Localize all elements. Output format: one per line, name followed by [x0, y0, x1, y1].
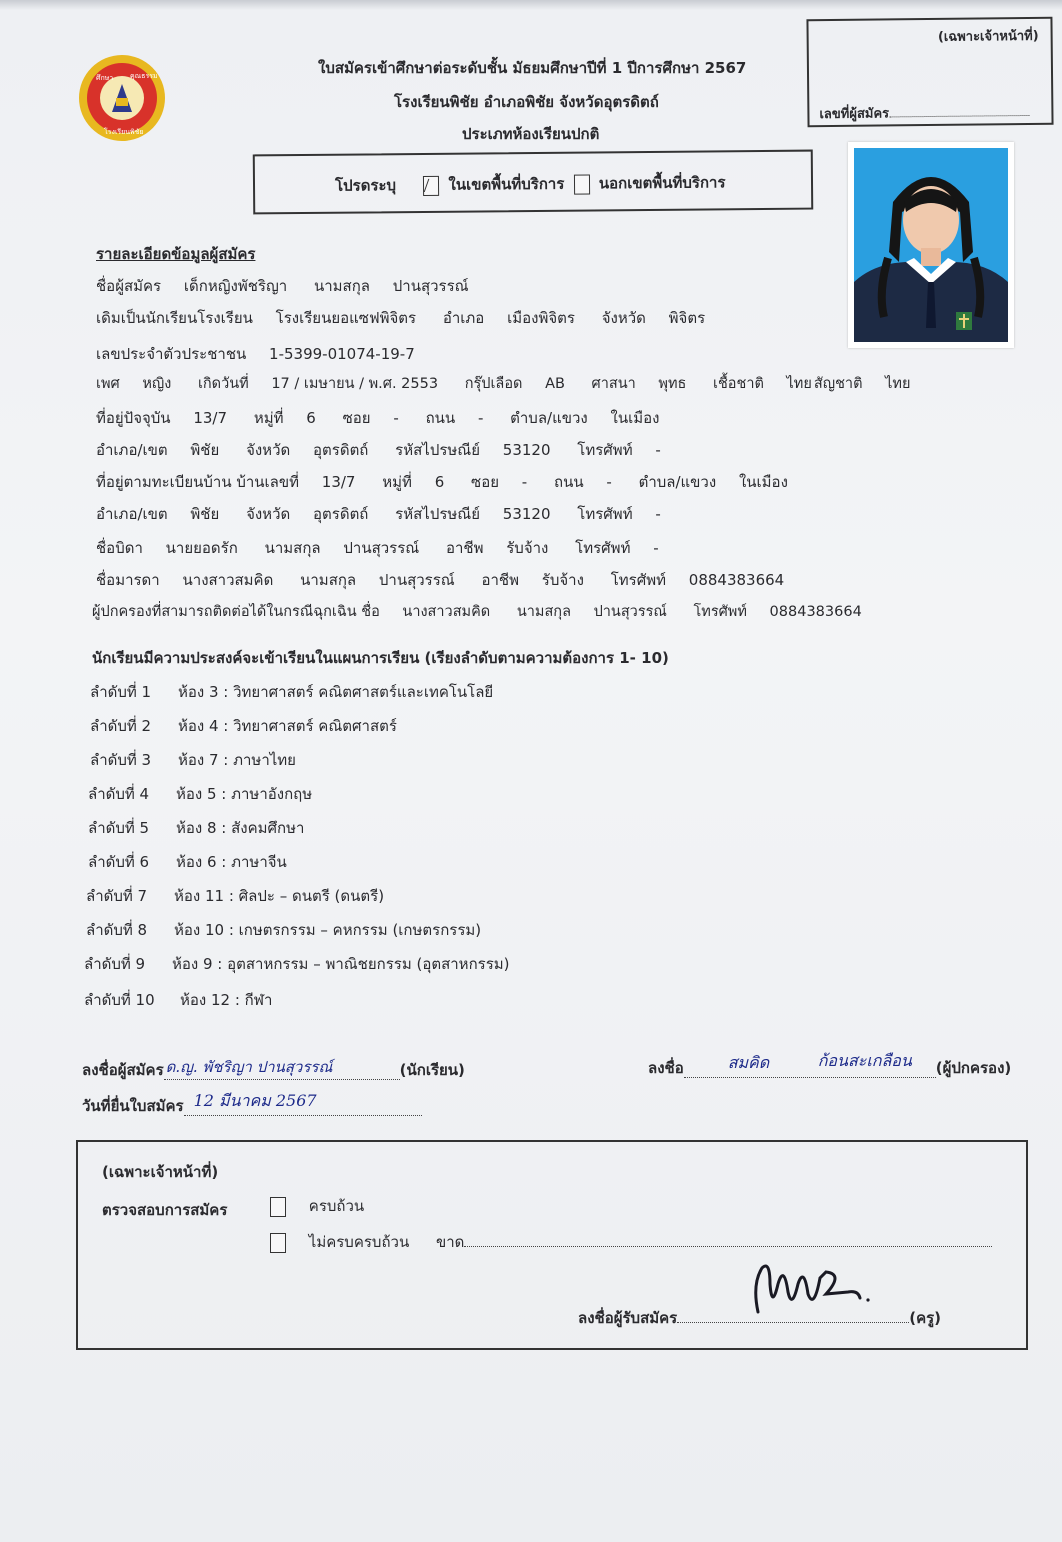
current-subdistrict: ในเมือง [610, 409, 660, 427]
preference-rank: ลำดับที่ 1 [90, 683, 152, 701]
father-job-label: อาชีพ [445, 539, 484, 557]
preference-room: ห้อง 11 : ศิลปะ – ดนตรี (ดนตรี) [174, 887, 385, 905]
former-school: โรงเรียนยอแซฟพิจิตร [275, 309, 417, 327]
in-area-label: ในเขตพื้นที่บริการ [448, 174, 565, 194]
current-road-label: ถนน [425, 409, 456, 427]
missing-label: ขาด [435, 1233, 465, 1251]
preference-rank: ลำดับที่ 10 [84, 991, 155, 1009]
preference-rank: ลำดับที่ 6 [88, 853, 150, 871]
form-title-line3: ประเภทห้องเรียนปกติ [462, 125, 600, 143]
current-phone-label: โทรศัพท์ [577, 441, 633, 459]
father-phone-label: โทรศัพท์ [575, 539, 631, 557]
incomplete-checkbox[interactable] [270, 1233, 286, 1253]
preference-item [90, 680, 511, 704]
current-house: 13/7 [193, 409, 228, 427]
preference-room: ห้อง 6 : ภาษาจีน [176, 853, 287, 871]
mother-job: รับจ้าง [541, 571, 584, 589]
citizen-id-label: เลขประจำตัวประชาชน [96, 345, 247, 363]
former-district-label: อำเภอ [442, 309, 485, 327]
preference-item [90, 714, 415, 738]
guardian-surname: ปานสุวรรณ์ [593, 604, 667, 620]
father-phone: - [653, 539, 659, 557]
registered-address-label: ที่อยู่ตามทะเบียนบ้าน บ้านเลขที่ [96, 473, 299, 491]
religion-label: ศาสนา [591, 376, 636, 392]
guardian-signature-label: ลงชื่อ [648, 1059, 684, 1077]
current-province: อุตรดิตถ์ [313, 441, 369, 459]
nationality: ไทย [885, 376, 911, 392]
registered-address-row2 [96, 502, 679, 526]
out-area-checkbox[interactable] [574, 174, 590, 194]
registered-district: พิชัย [190, 505, 220, 523]
blood-label: กรุ๊ปเลือด [464, 376, 523, 392]
applicant-signature-label: ลงชื่อผู้สมัคร [82, 1061, 164, 1079]
current-province-label: จังหวัด [246, 441, 291, 459]
current-postal-label: รหัสไปรษณีย์ [395, 441, 480, 459]
mother-phone-label: โทรศัพท์ [610, 571, 666, 589]
father-label: ชื่อบิดา [96, 539, 143, 557]
service-area-prompt: โปรดระบุ [334, 176, 397, 195]
missing-field[interactable] [464, 1246, 992, 1247]
form-title-line2: โรงเรียนพิชัย อำเภอพิชัย จังหวัดอุตรดิตถ์ [394, 93, 659, 111]
father-name: นายยอดรัก [165, 539, 238, 557]
preference-rank: ลำดับที่ 8 [86, 921, 148, 939]
preference-rank: ลำดับที่ 5 [88, 819, 150, 837]
applicant-number-label: เลขที่ผู้สมัคร [819, 106, 890, 123]
former-district: เมืองพิจิตร [507, 309, 575, 327]
guardian-signature-line[interactable] [648, 1051, 1012, 1080]
mother-surname-label: นามสกุล [300, 571, 357, 589]
preference-rank: ลำดับที่ 9 [84, 955, 146, 973]
current-soi-label: ซอย [342, 409, 371, 427]
office-verification-box [76, 1140, 1028, 1350]
blood-group: AB [545, 376, 565, 392]
current-district-label: อำเภอ/เขต [96, 441, 168, 459]
registered-moo: 6 [434, 473, 445, 491]
former-province-label: จังหวัด [601, 309, 646, 327]
sex: หญิง [142, 376, 172, 392]
current-address-row2 [96, 438, 679, 462]
service-area-row [335, 170, 726, 197]
former-school-row [96, 306, 723, 330]
current-phone: - [655, 441, 661, 459]
father-surname-label: นามสกุล [264, 539, 321, 557]
section-title: รายละเอียดข้อมูลผู้สมัคร [96, 245, 256, 263]
personal-info-row [96, 372, 928, 395]
nationality-label: สัญชาติ [813, 376, 863, 392]
preference-room: ห้อง 8 : สังคมศึกษา [176, 819, 305, 837]
mother-job-label: อาชีพ [481, 571, 519, 589]
preference-room: ห้อง 12 : กีฬา [180, 991, 273, 1009]
current-moo-label: หมู่ที่ [253, 409, 284, 427]
incomplete-option[interactable] [266, 1230, 992, 1254]
applicant-number-line[interactable] [819, 101, 1029, 124]
mother-name: นางสาวสมคิด [182, 571, 274, 589]
registered-phone-label: โทรศัพท์ [577, 505, 633, 523]
registered-province-label: จังหวัด [246, 505, 291, 523]
mother-label: ชื่อมารดา [96, 571, 160, 589]
guardian-phone: 0884383664 [769, 604, 862, 620]
svg-text:โรงเรียนพิชัย: โรงเรียนพิชัย [104, 128, 144, 136]
out-area-label: นอกเขตพื้นที่บริการ [598, 173, 726, 193]
svg-text:คุณธรรม: คุณธรรม [130, 72, 158, 80]
preference-item [86, 918, 499, 942]
birth-label: เกิดวันที่ [197, 376, 249, 392]
guardian-handwritten-surname: ก้อนสะเกลือน [817, 1051, 912, 1070]
current-address-row1 [96, 406, 677, 430]
preference-room: ห้อง 9 : อุตสาหกรรม – พาณิชยกรรม (อุตสาหกรรม) [172, 955, 510, 973]
guardian-phone-label: โทรศัพท์ [693, 604, 747, 620]
registered-subdistrict: ในเมือง [738, 473, 788, 491]
former-province: พิจิตร [668, 309, 706, 327]
registered-phone: - [655, 505, 661, 523]
service-area-box [253, 150, 814, 215]
current-subdistrict-label: ตำบล/แขวง [510, 409, 588, 427]
preference-item [88, 782, 330, 806]
mother-row [96, 568, 802, 592]
form-title-line1: ใบสมัครเข้าศึกษาต่อระดับชั้น มัธยมศึกษาปีที่ 1 ปีการศึกษา 2567 [318, 59, 747, 77]
page-top-shadow [0, 0, 1062, 10]
preference-item [88, 850, 305, 874]
mother-surname: ปานสุวรรณ์ [378, 571, 455, 589]
verification-label: ตรวจสอบการสมัคร [102, 1201, 228, 1219]
registered-subdistrict-label: ตำบล/แขวง [638, 473, 717, 491]
father-surname: ปานสุวรรณ์ [343, 539, 420, 557]
receiver-signature-suffix: (ครู) [909, 1309, 942, 1327]
office-box-title: (เฉพาะเจ้าหน้าที่) [102, 1163, 219, 1181]
submit-date-label: วันที่ยื่นใบสมัคร [82, 1097, 184, 1115]
preference-item [88, 816, 322, 840]
registered-address-row1 [96, 470, 806, 494]
submit-date-line[interactable] [82, 1091, 422, 1118]
preference-room: ห้อง 10 : เกษตรกรรม – คหกรรม (เกษตรกรรม) [174, 921, 482, 939]
citizen-id-row [96, 342, 433, 366]
receiver-signature-label: ลงชื่อผู้รับสมัคร [578, 1309, 678, 1327]
guardian-surname-label: นามสกุล [516, 604, 571, 620]
complete-checkbox[interactable] [270, 1197, 286, 1217]
in-area-checkbox[interactable] [423, 175, 439, 195]
applicant-signature-suffix: (นักเรียน) [399, 1061, 465, 1079]
registered-moo-label: หมู่ที่ [382, 473, 412, 491]
current-address-label: ที่อยู่ปัจจุบัน [96, 409, 171, 427]
birth-date: 17 / เมษายน / พ.ศ. 2553 [271, 376, 439, 392]
father-row [96, 536, 677, 560]
office-only-label: (เฉพาะเจ้าหน้าที่) [937, 28, 1039, 45]
preference-item [90, 748, 314, 772]
applicant-name-label: ชื่อผู้สมัคร [96, 277, 162, 295]
preference-item [84, 952, 528, 976]
registered-road: - [606, 473, 612, 491]
applicant-surname: ปานสุวรรณ์ [392, 277, 469, 295]
applicant-photo [848, 142, 1014, 348]
preference-item [84, 988, 290, 1012]
guardian-name: นางสาวสมคิด [402, 604, 491, 620]
race: ไทย [786, 376, 812, 392]
applicant-name: เด็กหญิงพัชริญา [183, 277, 288, 295]
preference-room: ห้อง 5 : ภาษาอังกฤษ [176, 785, 313, 803]
guardian-label: ผู้ปกครองที่สามารถติดต่อได้ในกรณีฉุกเฉิน ชื่อ [92, 604, 380, 620]
registered-road-label: ถนน [554, 473, 584, 491]
race-label: เชื้อชาติ [713, 376, 764, 392]
applicant-signature-line[interactable] [82, 1058, 465, 1082]
registered-soi: - [521, 473, 528, 491]
former-school-label: เดิมเป็นนักเรียนโรงเรียน [96, 309, 253, 327]
registered-province: อุตรดิตถ์ [313, 505, 369, 523]
preference-rank: ลำดับที่ 3 [90, 751, 152, 769]
incomplete-label: ไม่ครบครบถ้วน [308, 1233, 410, 1251]
preference-rank: ลำดับที่ 7 [86, 887, 148, 905]
preference-room: ห้อง 3 : วิทยาศาสตร์ คณิตศาสตร์และเทคโนโลยี [178, 683, 494, 701]
complete-option[interactable] [266, 1194, 364, 1218]
religion: พุทธ [658, 376, 687, 392]
current-district: พิชัย [190, 441, 220, 459]
preference-room: ห้อง 7 : ภาษาไทย [178, 751, 296, 769]
office-number-box [806, 17, 1053, 128]
applicant-name-row [96, 274, 487, 298]
registered-house: 13/7 [321, 473, 356, 491]
father-job: รับจ้าง [506, 539, 549, 557]
guardian-handwritten-name: สมคิด [727, 1053, 770, 1072]
current-road: - [477, 409, 484, 427]
complete-label: ครบถ้วน [308, 1197, 365, 1215]
sex-label: เพศ [96, 376, 120, 392]
registered-soi-label: ซอย [471, 473, 500, 491]
citizen-id: 1-5399-01074-19-7 [269, 345, 415, 363]
registered-district-label: อำเภอ/เขต [96, 505, 168, 523]
preferences-title: นักเรียนมีความประสงค์จะเข้าเรียนในแผนการเรียน (เรียงลำดับตามความต้องการ 1- 10) [92, 649, 669, 667]
svg-text:ศึกษา: ศึกษา [96, 74, 114, 82]
submit-date-handwritten: 12 มีนาคม 2567 [193, 1091, 317, 1110]
school-logo-icon [78, 54, 166, 142]
preference-item [86, 884, 402, 908]
receiver-signature-scribble [748, 1254, 878, 1318]
current-postal: 53120 [502, 441, 551, 459]
applicant-surname-label: นามสกุล [313, 277, 370, 295]
registered-postal-label: รหัสไปรษณีย์ [395, 505, 480, 523]
applicant-handwritten-signature: ด.ญ. พัชริญา ปานสุวรรณ์ [165, 1058, 333, 1076]
preference-room: ห้อง 4 : วิทยาศาสตร์ คณิตศาสตร์ [178, 717, 397, 735]
preference-rank: ลำดับที่ 4 [88, 785, 150, 803]
guardian-signature-suffix: (ผู้ปกครอง) [935, 1059, 1012, 1077]
current-soi: - [393, 409, 399, 427]
current-moo: 6 [306, 409, 316, 427]
registered-postal: 53120 [502, 505, 551, 523]
mother-phone: 0884383664 [688, 571, 785, 589]
guardian-row [92, 600, 880, 623]
preference-rank: ลำดับที่ 2 [90, 717, 152, 735]
